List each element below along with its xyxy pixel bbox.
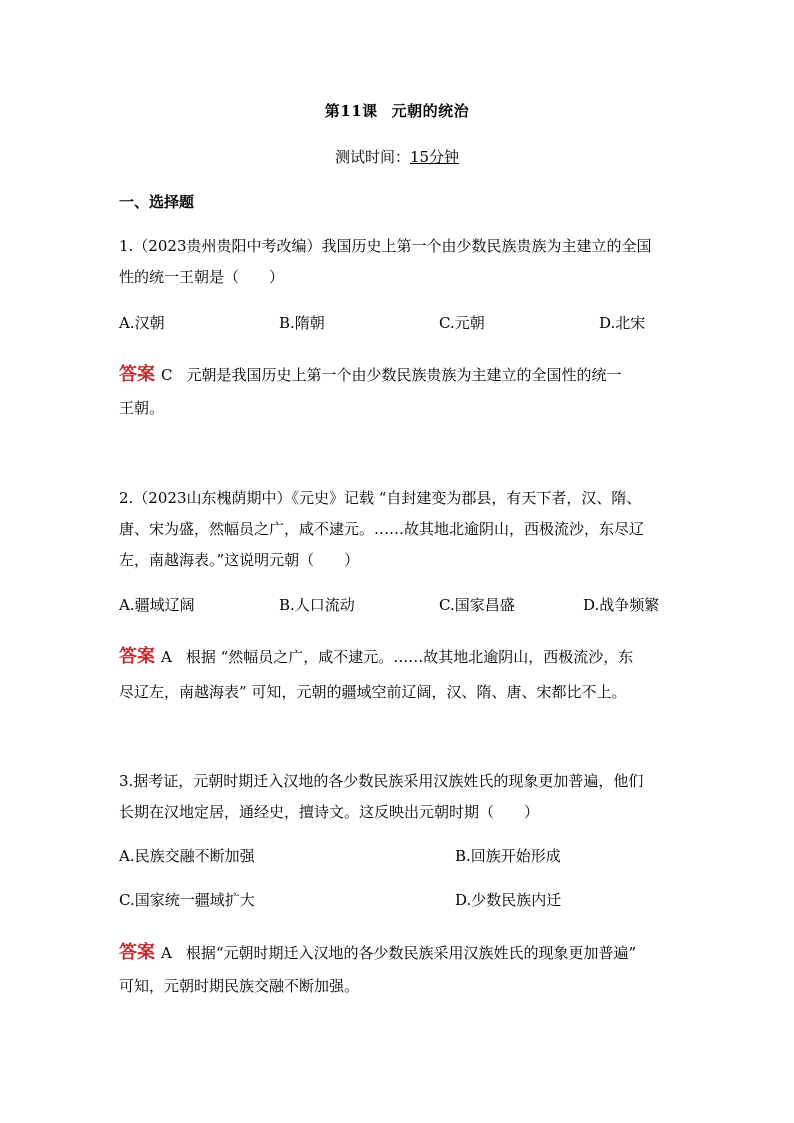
section-heading: 一、选择题 [119, 193, 195, 211]
question-3-option-c: C.国家统一疆域扩大 [119, 891, 255, 909]
question-2-line-3: 左，南越海表。”这说明元朝（ ） [119, 551, 360, 569]
test-time-label: 测试时间： [334, 148, 410, 166]
question-3-line-2: 长期在汉地定居，通经史，擅诗文。这反映出元朝时期（ ） [119, 803, 540, 821]
question-2-answer-line-1: 根据 “然幅员之广，咸不逮元。……故其地北逾阴山，西极流沙，东 [185, 648, 634, 666]
lesson-number: 第11课 [324, 102, 378, 120]
answer-label: 答案 [119, 942, 155, 963]
question-3-answer-letter: A [161, 944, 172, 962]
question-2-answer [119, 642, 633, 668]
answer-label: 答案 [119, 364, 155, 385]
page-title [0, 100, 794, 121]
answer-label: 答案 [119, 646, 155, 667]
question-2-option-a: A.疆域辽阔 [119, 596, 195, 614]
question-2-option-d: D.战争频繁 [583, 596, 660, 614]
question-2-line-2: 唐、宋为盛，然幅员之广，咸不逮元。……故其地北逾阴山，西极流沙，东尽辽 [119, 520, 645, 538]
question-3-option-b: B.回族开始形成 [455, 847, 561, 865]
question-3-answer-line-2: 可知，元朝时期民族交融不断加强。 [119, 977, 360, 995]
question-1-option-c: C.元朝 [439, 314, 485, 332]
question-2-line-1: 2.（2023山东槐荫期中）《元史》记载 “自封建变为郡县，有天下者，汉、隋、 [119, 489, 642, 507]
question-2-answer-line-2: 尽辽左，南越海表” 可知，元朝的疆域空前辽阔，汉、隋、唐、宋都比不上。 [119, 683, 627, 701]
question-1-answer-letter: C [161, 366, 173, 384]
question-2-answer-letter: A [161, 648, 172, 666]
question-3-line-1: 3.据考证，元朝时期迁入汉地的各少数民族采用汉族姓氏的现象更加普遍，他们 [119, 772, 644, 790]
question-1-option-b: B.隋朝 [279, 314, 325, 332]
question-2-option-c: C.国家昌盛 [439, 596, 515, 614]
question-3-answer-line-1: 根据“元朝时期迁入汉地的各少数民族采用汉族姓氏的现象更加普遍” [185, 944, 637, 962]
question-1-answer [119, 360, 622, 386]
question-3-answer [119, 938, 636, 964]
question-1-option-a: A.汉朝 [119, 314, 165, 332]
question-3-option-a: A.民族交融不断加强 [119, 847, 255, 865]
lesson-topic: 元朝的统治 [391, 102, 470, 120]
question-2-option-b: B.人口流动 [279, 596, 355, 614]
question-1-answer-line-1: 元朝是我国历史上第一个由少数民族贵族为主建立的全国性的统一 [186, 366, 622, 384]
test-time-value: 15分钟 [409, 148, 460, 166]
question-3-option-d: D.少数民族内迁 [455, 891, 562, 909]
question-1-line-1: 1.（2023贵州贵阳中考改编）我国历史上第一个由少数民族贵族为主建立的全国 [119, 237, 652, 255]
question-1-line-2: 性的统一王朝是（ ） [119, 268, 285, 286]
question-1-answer-line-2: 王朝。 [119, 399, 165, 417]
test-time [0, 146, 794, 167]
question-1-option-d: D.北宋 [599, 314, 646, 332]
